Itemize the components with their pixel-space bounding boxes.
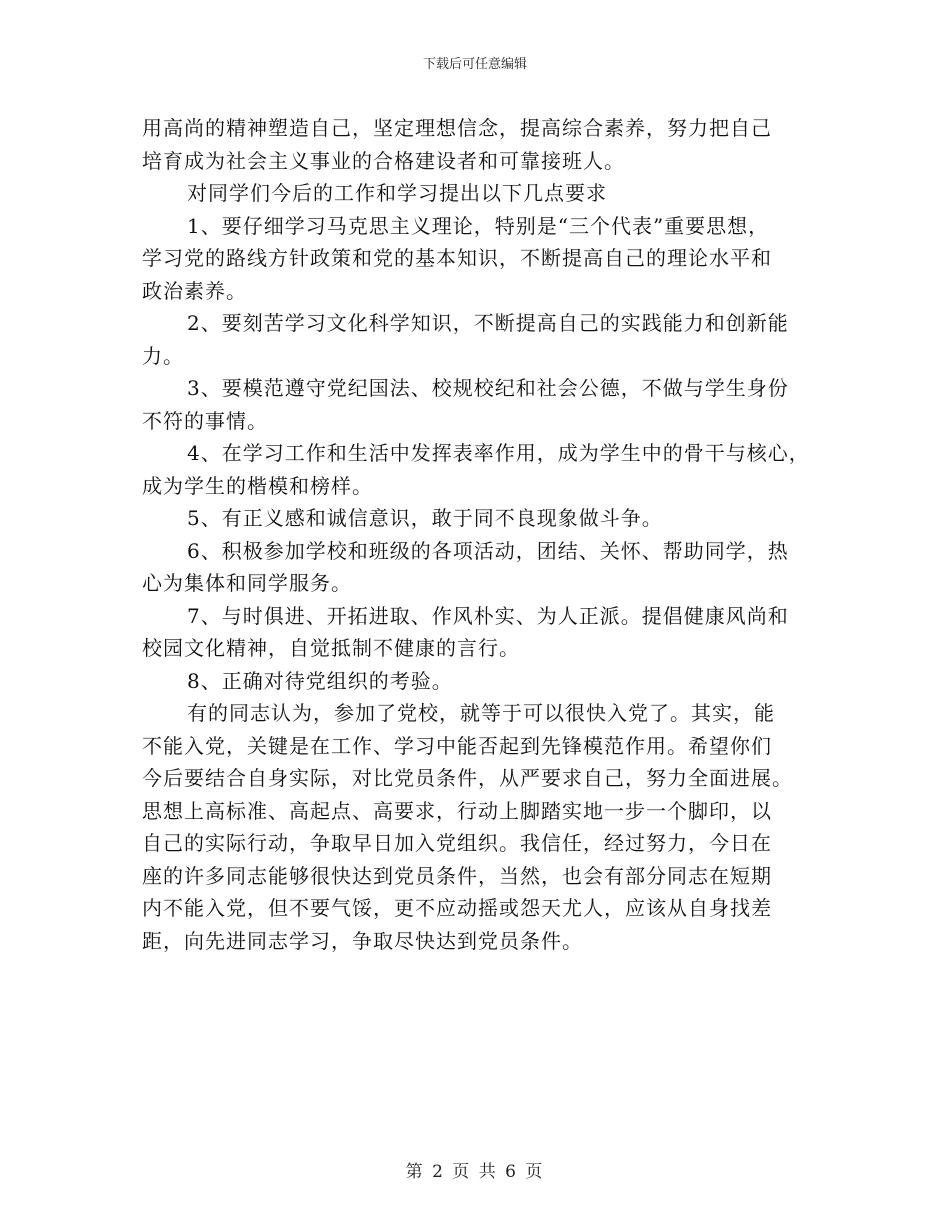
document-body [142, 112, 832, 957]
text-line: 座的许多同志能够很快达到党员条件，当然，也会有部分同志在短期 [142, 863, 772, 888]
paragraph-start-line: 1、要仔细学习马克思主义理论，特别是“三个代表”重要思想， [187, 213, 770, 238]
paragraph-start-line: 5、有正义感和诚信意识，敢于同不良现象做斗争。 [187, 506, 663, 530]
paragraph-start-line: 4、在学习工作和生活中发挥表率作用，成为学生中的骨干与核心， [187, 441, 810, 465]
paragraph-start-line: 7、与时俱进、开拓进取、作风朴实、为人正派。提倡健康风尚和 [187, 603, 789, 628]
text-line: 内不能入党，但不要气馁，更不应动摇或怨天尤人，应该从自身找差 [142, 896, 772, 920]
paragraph-start-line: 6、积极参加学校和班级的各项活动，团结、关怀、帮助同学，热 [187, 538, 789, 563]
text-line: 用高尚的精神塑造自己，坚定理想信念，提高综合素养，努力把自己 [142, 116, 772, 140]
text-line: 校园文化精神，自觉抵制不健康的言行。 [142, 636, 520, 660]
paragraph-start-line: 对同学们今后的工作和学习提出以下几点要求 [187, 181, 607, 205]
text-line: 今后要结合自身实际，对比党员条件，从严要求自己，努力全面进展。 [142, 766, 793, 790]
text-line: 政治素养。 [142, 278, 247, 303]
text-line: 不符的事情。 [142, 408, 268, 433]
text-line: 思想上高标准、高起点、高要求，行动上脚踏实地一步一个脚印，以 [142, 798, 772, 823]
page-number-footer: 第 2 页 共 6 页 [405, 1162, 545, 1182]
text-line: 学习党的路线方针政策和党的基本知识，不断提高自己的理论水平和 [142, 246, 772, 270]
paragraph-start-line: 2、要刻苦学习文化科学知识，不断提高自己的实践能力和创新能 [187, 311, 789, 335]
text-line: 力。 [142, 343, 184, 368]
text-line: 心为集体和同学服务。 [142, 571, 352, 595]
paragraph-start-line: 3、要模范遵守党纪国法、校规校纪和社会公德，不做与学生身份 [187, 376, 789, 400]
text-line: 培育成为社会主义事业的合格建设者和可靠接班人。 [142, 148, 625, 173]
text-line: 成为学生的楷模和榜样。 [142, 473, 373, 498]
text-line: 自己的实际行动，争取早日加入党组织。我信任，经过努力，今日在 [142, 831, 772, 855]
text-line: 不能入党，关键是在工作、学习中能否起到先锋模范作用。希望你们 [142, 733, 772, 758]
paragraph-start-line: 有的同志认为，参加了党校，就等于可以很快入党了。其实，能 [187, 701, 775, 725]
paragraph-start-line: 8、正确对待党组织的考验。 [187, 668, 453, 693]
page-header-note: 下载后可任意编辑 [422, 57, 527, 72]
text-line: 距，向先进同志学习，争取尽快达到党员条件。 [142, 928, 583, 953]
